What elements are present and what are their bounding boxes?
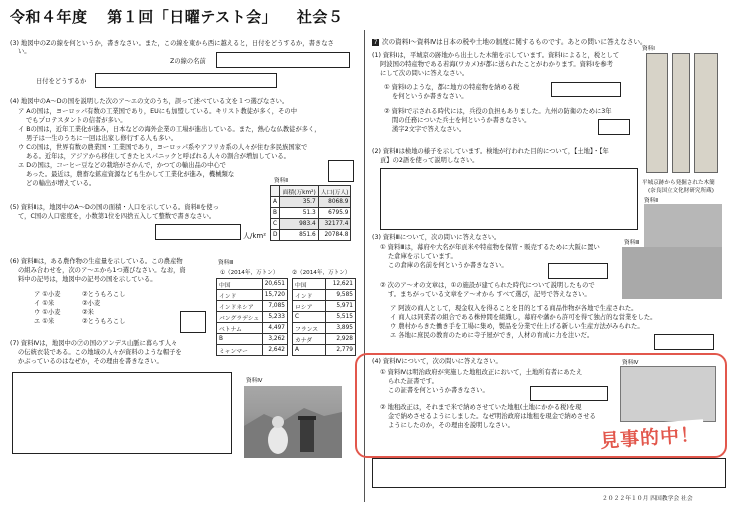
table-cell: 32177.4 bbox=[318, 219, 351, 230]
r-q1-sub1-0: ① 資料Ⅰのような，都に地方の特産物を納める税 bbox=[384, 84, 520, 91]
q6-choice-3a: エ ①米 bbox=[34, 318, 55, 325]
page-header bbox=[10, 6, 357, 27]
table-cell: 3,262 bbox=[262, 334, 287, 345]
q6-line-2: 料中の記号は，地図中の記号の国を示している。 bbox=[18, 276, 157, 283]
r-q3-sub2-1: す。まちがっている文章をア～オから すべて選び，記号で答えなさい。 bbox=[388, 291, 591, 298]
q6-choice-0b: ②とうもろこし bbox=[82, 291, 126, 298]
q6-choice-2a: ウ ①小麦 bbox=[34, 309, 61, 316]
r-q1-sub2-2: 漢字2文字で答えなさい。 bbox=[392, 126, 466, 133]
r-q4-answer1[interactable] bbox=[530, 386, 608, 401]
table-row bbox=[293, 345, 356, 356]
table-cell: バングラデシュ bbox=[217, 312, 263, 323]
table-cell: 12,621 bbox=[326, 279, 356, 290]
r-q1-sub2-0: ② 資料Ⅰで示される時代には，兵役の負担もありました。九州の防衛のために3年 bbox=[384, 108, 612, 115]
table-cell: D bbox=[271, 230, 280, 241]
table-cell: 51.3 bbox=[280, 208, 318, 219]
r-q3-item-2: ウ 農村からきた働き手を工場に集め，製品を分業で仕上げる新しい生産方法がみられた。 bbox=[390, 323, 644, 330]
q5-unit: 人/km² bbox=[243, 232, 267, 240]
r-q1-answer2[interactable] bbox=[598, 119, 630, 135]
table-cell: 5,515 bbox=[326, 312, 356, 323]
table-cell: 6795.9 bbox=[318, 208, 351, 219]
q4-line-2: でもプロテスタントの信者が多い。 bbox=[26, 117, 127, 124]
table-cell: インド bbox=[217, 290, 263, 301]
table3-sub1: ①（2014年，万トン） bbox=[220, 270, 279, 276]
q6-choice-1b: ②小麦 bbox=[82, 300, 101, 307]
table-row bbox=[217, 279, 288, 290]
r-q4-sub1-0: ① 資料Ⅳは明治政府が実施した地租改正において，土地所有者にあたえ bbox=[380, 369, 583, 376]
r-q2-answer-box[interactable] bbox=[380, 168, 638, 230]
table-row bbox=[217, 301, 288, 312]
header-year: 令和４年度 bbox=[10, 8, 88, 26]
table-cell: ロシア bbox=[293, 301, 326, 312]
r-q3-sub1-0: ① 資料Ⅲは，幕府や大名が年貢米や特産物を保管・販売するために大阪に置い bbox=[380, 244, 600, 251]
q5-answer-box[interactable] bbox=[155, 224, 241, 240]
mokkan-caption-sub: (奈良国立文化財研究所蔵) bbox=[648, 188, 714, 194]
table-cell: 中国 bbox=[217, 279, 263, 290]
q3-text-2: い。 bbox=[18, 48, 31, 55]
q6-choice-2b: ②米 bbox=[82, 309, 94, 316]
q6-choice-0a: ア ①小麦 bbox=[34, 291, 61, 298]
table2-header-1: 面積(万km²) bbox=[280, 186, 318, 197]
table-cell: 851.6 bbox=[280, 230, 318, 241]
r-q3-answer2[interactable] bbox=[654, 334, 714, 350]
q4-line-7: エ Dの国は，コーヒー豆などの栽培がさかんで，かつての輸出品の中心で bbox=[18, 162, 226, 169]
q7-intro bbox=[372, 38, 647, 46]
r-q3-caption: 資料Ⅲ bbox=[624, 240, 640, 246]
r-q3-answer1[interactable] bbox=[548, 263, 608, 279]
r-q3-sub1-2: この倉庫の名前を何というか書きなさい。 bbox=[388, 262, 508, 269]
table2-header-0 bbox=[271, 186, 280, 197]
table3-left bbox=[216, 278, 288, 356]
table-cell: 983.4 bbox=[280, 219, 318, 230]
r-q3-item-3: エ 各地に庶民の教育のために寺子屋ができ，人材の育成に力を注いだ。 bbox=[390, 332, 594, 339]
mokkan-image-1 bbox=[646, 53, 668, 173]
q4-line-4: 男子は一生のうちに一回は出家し修行する人も多い。 bbox=[26, 135, 178, 142]
q4-answer-box[interactable] bbox=[328, 160, 354, 182]
table-cell: 9,585 bbox=[326, 290, 356, 301]
q3-label-date: 日付をどうするか bbox=[36, 78, 87, 85]
r-q2-caption: 資料Ⅱ bbox=[644, 198, 658, 204]
table-row bbox=[271, 230, 351, 241]
table-cell: 2,642 bbox=[262, 345, 287, 356]
table-cell: B bbox=[217, 334, 263, 345]
r-q3-item-0: ア 阿波の商人として，現金収入を得ることを目的とする商品作物が各地で生産された。 bbox=[390, 305, 638, 312]
table-cell: 20784.8 bbox=[318, 230, 351, 241]
table-cell: フランス bbox=[293, 323, 326, 334]
table-cell: B bbox=[271, 208, 280, 219]
q7-intro-text: 次の資料Ⅰ～資料Ⅳは日本の税や土地の制度に関するものです。あとの問いに答えなさい。 bbox=[382, 38, 647, 46]
table-cell: 20,651 bbox=[262, 279, 287, 290]
table3-title: 資料Ⅲ bbox=[218, 260, 234, 266]
r-q1-line-0: (1) 資料Ⅰは，平城京の跡地から出土した木簡を示しています。資料Ⅰによると，税として bbox=[372, 52, 620, 59]
q7-answer-box[interactable] bbox=[12, 372, 232, 454]
table-row bbox=[217, 323, 288, 334]
r-q3-sub1-1: た倉庫を示しています。 bbox=[388, 253, 457, 260]
r-q2-line-0: (2) 資料Ⅱは検地の様子を示しています。検地が行われた目的について，【土地】・【年 bbox=[372, 148, 609, 155]
photo4-caption: 資料Ⅳ bbox=[246, 378, 263, 384]
q6-line-0: (6) 資料Ⅲは，ある農作物の生産量を示している。この農産物 bbox=[10, 258, 183, 265]
q6-choice-1a: イ ①米 bbox=[34, 300, 55, 307]
mokkan-image-3 bbox=[694, 53, 718, 173]
q6-answer-box[interactable] bbox=[180, 311, 206, 333]
table-cell: 5,233 bbox=[262, 312, 287, 323]
table-cell: 4,497 bbox=[262, 323, 287, 334]
mokkan-caption: 平城京跡から発掘された木簡 bbox=[642, 180, 715, 186]
r-q4-sub2-0: ② 地租改正は，それまで米で納めさせていた地租(土地にかかる税)を現 bbox=[380, 404, 582, 411]
table-cell: 8068.9 bbox=[318, 197, 351, 208]
table-cell: C bbox=[271, 219, 280, 230]
table-row bbox=[293, 334, 356, 345]
r-q1-caption: 資料Ⅰ bbox=[642, 46, 655, 52]
r-q4-answer2[interactable] bbox=[372, 458, 726, 488]
table-cell: ベトナム bbox=[217, 323, 263, 334]
table-row bbox=[293, 312, 356, 323]
r-q1-line-2: にして次の問いに答えなさい。 bbox=[380, 70, 469, 77]
r-q1-answer1[interactable] bbox=[551, 82, 621, 97]
table-cell: 2,779 bbox=[326, 345, 356, 356]
r-q1-sub1-1: を何というか書きなさい。 bbox=[392, 93, 468, 100]
stamp-label: 見事的中！ bbox=[595, 419, 705, 453]
q4-line-0: (4) 地図中のA～Dの国を説明した次のア～エの文のうち，誤って述べている文を１つ選びなさい。 bbox=[10, 98, 289, 105]
q3-text-1: (3) 地図中のZの線を何というか，書きなさい。また，この線を東から西に越えると，日付をどうするか，書きなさ bbox=[10, 40, 334, 47]
q4-line-8: あった。最近は，農畜な鉱産資源なども生かして工業化が進み，機械類な bbox=[26, 171, 235, 178]
r-q4-sub1-2: この証書を何というか書きなさい。 bbox=[388, 387, 489, 394]
table-row bbox=[271, 197, 351, 208]
q7-line-0: (7) 資料Ⅳは，地図中の㋐の国のアンデス山脈に暮らす人々 bbox=[10, 340, 178, 347]
table-cell: カナダ bbox=[293, 334, 326, 345]
footer: ２０２２年１０月 四国教学会 社会 bbox=[602, 496, 693, 502]
table-row bbox=[217, 290, 288, 301]
q4-line-3: イ Bの国は，近年工業化が進み，日本などの海外企業の工場が進出している。また，熱心な仏教徒が多く， bbox=[18, 126, 321, 133]
table-cell: C bbox=[293, 312, 326, 323]
table-row bbox=[293, 290, 356, 301]
q4-line-1: ア Aの国は，ヨーロッパ有数の工業国であり，EUにも加盟している。キリスト教徒が多く，その中 bbox=[18, 108, 297, 115]
q6-choice-3b: ②とうもろこし bbox=[82, 318, 126, 325]
section-7-number: 7 bbox=[373, 39, 378, 46]
table-cell: インドネシア bbox=[217, 301, 263, 312]
table-row bbox=[271, 219, 351, 230]
r-q4-caption: 資料Ⅳ bbox=[622, 360, 639, 366]
q7-line-1: の伝統衣装である。この地域の人々が資料のような帽子を bbox=[18, 349, 182, 356]
table-cell: A bbox=[271, 197, 280, 208]
table-cell: A bbox=[293, 345, 326, 356]
table-row bbox=[271, 208, 351, 219]
table-cell: インド bbox=[293, 290, 326, 301]
q3-answer-date[interactable] bbox=[95, 73, 277, 88]
r-q1-sub2-1: 間の任務についた兵士を何というか書きなさい。 bbox=[392, 117, 531, 124]
table-row bbox=[217, 312, 288, 323]
table-row bbox=[217, 334, 288, 345]
r-q4-sub2-1: 金で納めさせるようにしました。なぜ明治政府は地租を現金で納めさせる bbox=[388, 413, 596, 420]
r-q4-intro: (4) 資料Ⅳについて，次の問いに答えなさい。 bbox=[372, 358, 502, 365]
table2-title: 資料Ⅱ bbox=[274, 178, 288, 184]
r-q4-sub1-1: られた証書です。 bbox=[388, 378, 438, 385]
q5-line-1: て，C国の人口密度を，小数第1位を四捨五入して整数で書きなさい。 bbox=[18, 213, 216, 220]
table-cell: 35.7 bbox=[280, 197, 318, 208]
table-cell: 15,720 bbox=[262, 290, 287, 301]
q4-line-9: どの輸出が増えている。 bbox=[26, 180, 96, 187]
r-q3-item-1: イ 商人は同業者の組合である株仲間を組織し，幕府や藩から許可を得て独占的な営業をした。 bbox=[390, 314, 657, 321]
table2 bbox=[270, 185, 351, 241]
q3-label-line: Zの線の名前 bbox=[170, 58, 206, 65]
r-q4-sub2-2: ようにしたのか，その理由を説明しなさい。 bbox=[388, 422, 514, 429]
q6-line-1: の組み合わせを，次のア～エから1つ選びなさい。なお，資 bbox=[18, 267, 186, 274]
table-row bbox=[293, 279, 356, 290]
table3-sub2: ②（2014年，万トン） bbox=[292, 270, 351, 276]
header-subject: 社会５ bbox=[296, 8, 344, 26]
q4-line-5: ウ Cの国は，世界有数の農業国・工業国であり，ヨーロッパ系やアフリカ系の人々が住む多民族国家で bbox=[18, 144, 308, 151]
table-cell: 7,085 bbox=[262, 301, 287, 312]
andes-photo bbox=[244, 386, 342, 458]
table-row bbox=[293, 301, 356, 312]
r-q3-intro: (3) 資料Ⅲについて，次の問いに答えなさい。 bbox=[372, 234, 501, 241]
table-row bbox=[217, 345, 288, 356]
table3-right bbox=[292, 278, 356, 356]
table-cell: 3,895 bbox=[326, 323, 356, 334]
chiken-image bbox=[620, 366, 716, 422]
table-cell: 2,928 bbox=[326, 334, 356, 345]
mokkan-image-2 bbox=[672, 53, 690, 173]
r-q2-line-1: 貢】の2語を使って説明しなさい。 bbox=[380, 157, 479, 164]
q5-line-0: (5) 資料Ⅱは，地図中のA～Dの国の面積・人口を示している。資料Ⅱを使っ bbox=[10, 204, 219, 211]
table-row bbox=[293, 323, 356, 334]
q4-line-6: ある。近年は，アジアから移住してきたヒスパニックと呼ばれる人々の割合が増加している。 bbox=[26, 153, 290, 160]
andes-photo-image bbox=[244, 386, 342, 458]
r-q1-line-1: 阿波国の特産物である若海(ワカメ)が都に送られたことがわかります。資料Ⅰを参考 bbox=[380, 61, 613, 68]
q7-line-2: かぶっているのはなぜか，その理由を書きなさい。 bbox=[18, 358, 163, 365]
header-round: 第１回「日曜テスト会」 bbox=[107, 8, 278, 26]
r-q3-sub2-0: ② 次のア～オの文章は，①の施設が建てられた時代について説明したもので bbox=[380, 282, 595, 289]
table2-header-2: 人口(万人) bbox=[318, 186, 351, 197]
table-cell: ミャンマー bbox=[217, 345, 263, 356]
table-cell: 中国 bbox=[293, 279, 326, 290]
table-cell: 5,971 bbox=[326, 301, 356, 312]
kurayashiki-image bbox=[622, 247, 722, 299]
q3-answer-line[interactable] bbox=[216, 52, 350, 68]
